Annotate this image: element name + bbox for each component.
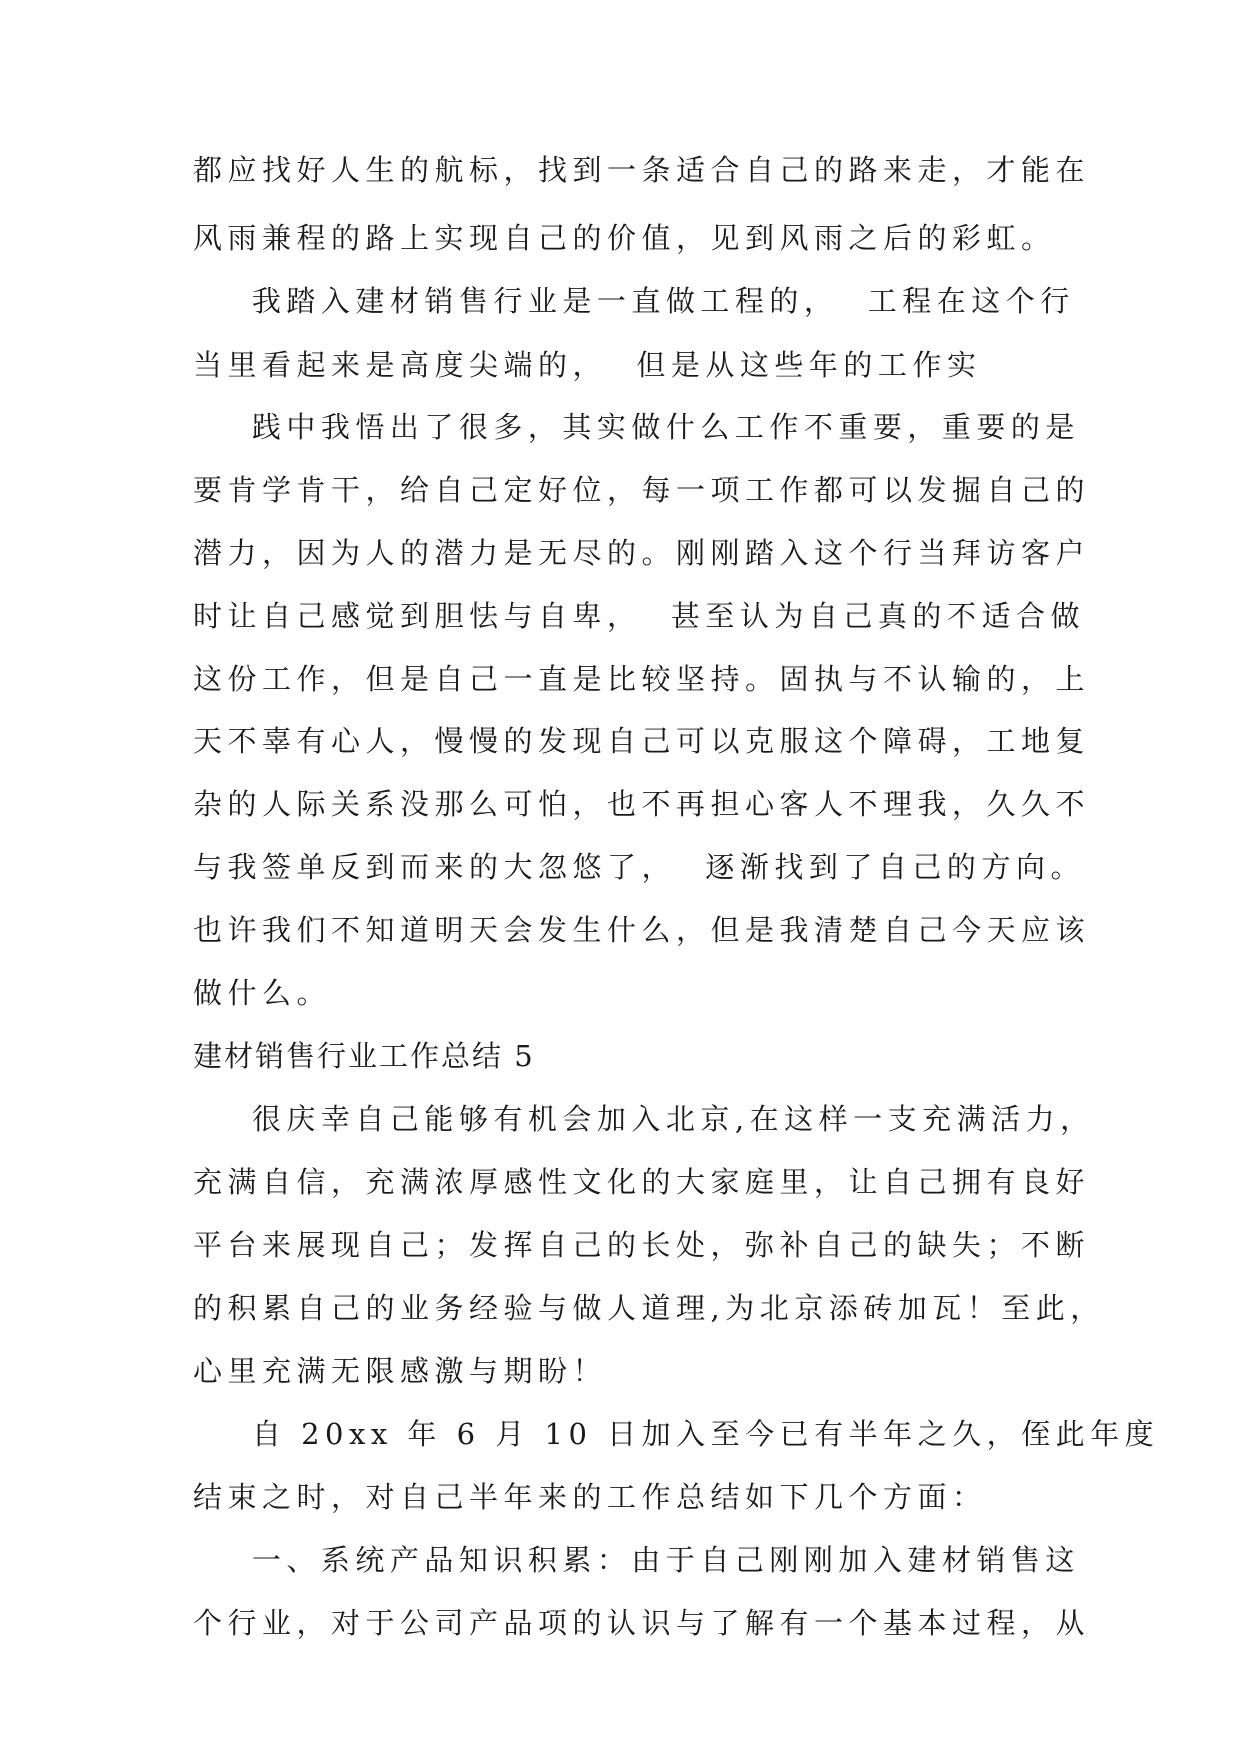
- text-line: 我踏入建材销售行业是一直做工程的， 工程在这个行: [193, 284, 1075, 318]
- text-line: 杂的人际关系没那么可怕，也不再担心客人不理我，久久不: [193, 787, 1091, 821]
- text-line: 都应找好人生的航标，找到一条适合自己的路来走，才能在: [193, 153, 1091, 187]
- text-line: 与我签单反到而来的大忽悠了， 逐渐找到了自己的方向。: [193, 850, 1085, 884]
- text-line: 时让自己感觉到胆怯与自卑， 甚至认为自己真的不适合做: [193, 599, 1085, 633]
- text-line: 结束之时，对自己半年来的工作总结如下几个方面：: [193, 1480, 987, 1514]
- text-line: 平台来展现自己；发挥自己的长处，弥补自己的缺失；不断: [193, 1228, 1091, 1262]
- text-line: 心里充满无限感激与期盼！: [193, 1354, 608, 1388]
- text-line: 很庆幸自己能够有机会加入北京,在这样一支充满活力，: [193, 1102, 1095, 1136]
- text-line: 潜力，因为人的潜力是无尽的。刚刚踏入这个行当拜访客户: [193, 536, 1091, 570]
- text-line: 也许我们不知道明天会发生什么，但是我清楚自己今天应该: [193, 913, 1091, 947]
- section-heading: 建材销售行业工作总结 5: [193, 1039, 535, 1073]
- text-line: 要肯学肯干，给自己定好位，每一项工作都可以发掘自己的: [193, 473, 1091, 507]
- text-line: 的积累自己的业务经验与做人道理,为北京添砖加瓦！至此，: [193, 1291, 1105, 1325]
- text-line: 充满自信，充满浓厚感性文化的大家庭里，让自己拥有良好: [193, 1165, 1091, 1199]
- text-line: 自 20xx 年 6 月 10 日加入至今已有半年之久，侄此年度: [193, 1417, 1160, 1451]
- text-line: 这份工作，但是自己一直是比较坚持。固执与不认输的，上: [193, 662, 1091, 696]
- text-line: 当里看起来是高度尖端的， 但是从这些年的工作实: [193, 348, 982, 382]
- text-line: 一、系统产品知识积累：由于自己刚刚加入建材销售这: [193, 1543, 1080, 1577]
- text-line: 践中我悟出了很多，其实做什么工作不重要，重要的是: [193, 410, 1080, 444]
- text-line: 风雨兼程的路上实现自己的价值，见到风雨之后的彩虹。: [193, 221, 1056, 255]
- text-line: 天不辜有心人，慢慢的发现自己可以克服这个障碍，工地复: [193, 724, 1091, 758]
- text-line: 个行业，对于公司产品项的认识与了解有一个基本过程，从: [193, 1606, 1091, 1640]
- text-line: 做什么。: [193, 976, 332, 1010]
